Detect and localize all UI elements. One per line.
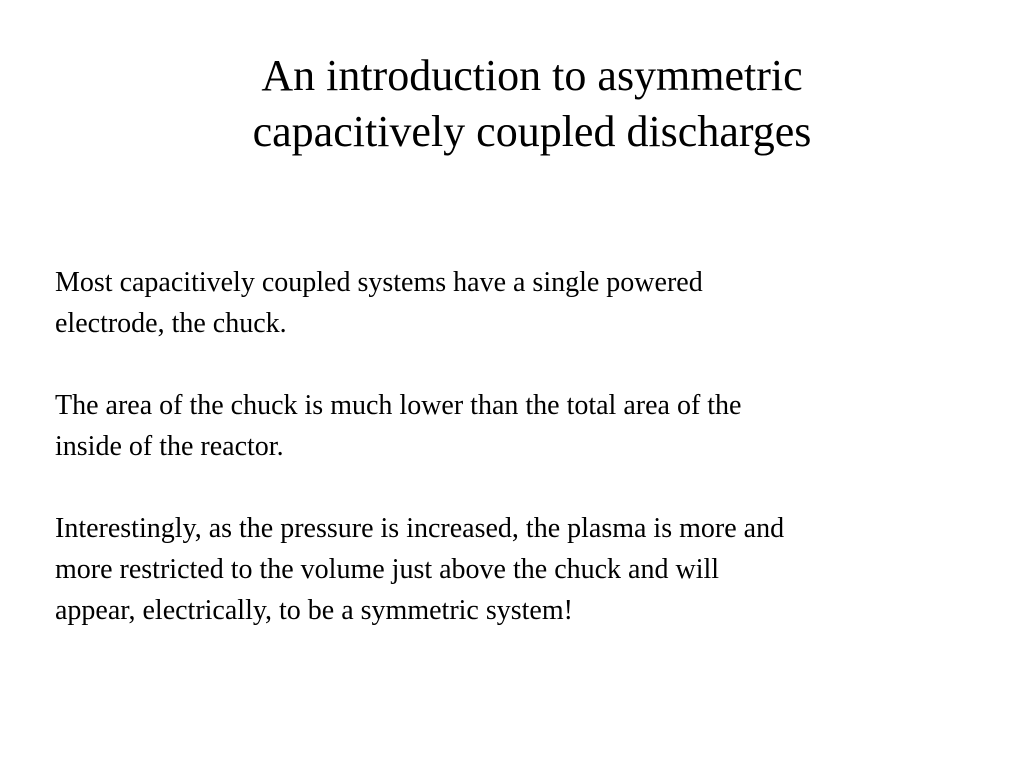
- slide-title-line-1: An introduction to asymmetric: [261, 51, 803, 100]
- paragraph-line: inside of the reactor.: [55, 431, 284, 462]
- paragraph-pressure-effect: [55, 508, 985, 631]
- paragraph-line: appear, electrically, to be a symmetric system!: [55, 595, 573, 626]
- slide-title: [100, 48, 964, 160]
- paragraph-line: The area of the chuck is much lower than the total area of the: [55, 390, 742, 421]
- paragraph-line: Interestingly, as the pressure is increased, the plasma is more and: [55, 513, 785, 544]
- paragraph-line: electrode, the chuck.: [55, 308, 287, 339]
- slide-body: [55, 262, 985, 672]
- paragraph-line: Most capacitively coupled systems have a single powered: [55, 267, 703, 298]
- paragraph-line: more restricted to the volume just above the chuck and will: [55, 554, 720, 585]
- paragraph-single-powered-electrode: [55, 262, 985, 344]
- paragraph-chuck-area: [55, 385, 985, 467]
- slide-title-line-2: capacitively coupled discharges: [252, 107, 812, 156]
